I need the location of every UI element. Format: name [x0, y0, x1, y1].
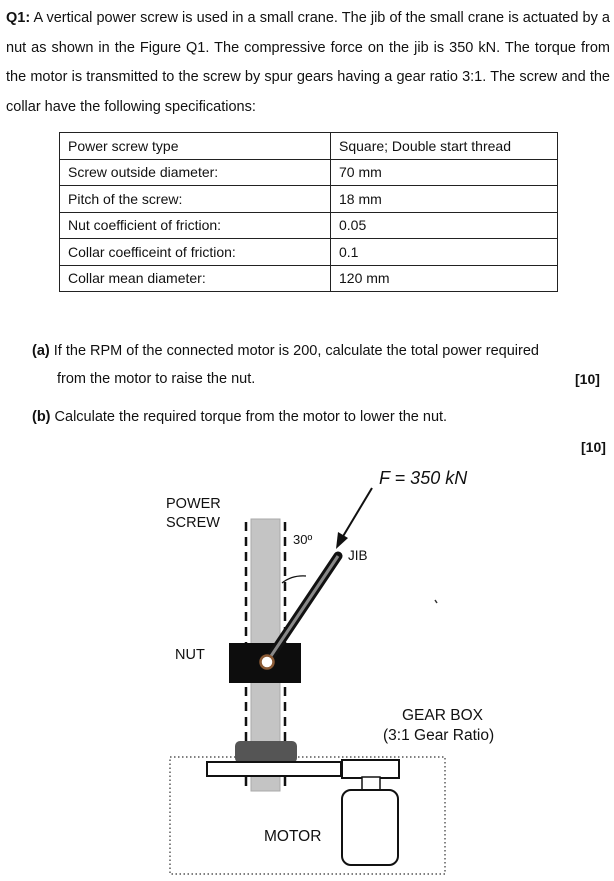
spec-value: 0.1 [331, 239, 558, 266]
part-b-label: (b) [32, 409, 51, 425]
motor-gear [342, 760, 399, 778]
nut-label: NUT [175, 647, 205, 663]
spec-label: Power screw type [60, 133, 331, 160]
spec-value: 120 mm [331, 265, 558, 292]
force-arrow-line [342, 488, 372, 538]
part-b-text: Calculate the required torque from the motor to lower the nut. [54, 409, 448, 425]
spec-value: 0.05 [331, 212, 558, 239]
motor-body [342, 790, 398, 865]
motor-label: MOTOR [264, 828, 322, 845]
screw-gear [207, 762, 341, 776]
jib-label: JIB [348, 548, 368, 563]
angle-arc [282, 576, 306, 583]
spec-value: 18 mm [331, 186, 558, 213]
part-a-text-2: from the motor to raise the nut. [57, 371, 256, 387]
gear-box-label-1: GEAR BOX [402, 707, 483, 724]
motor-shaft [362, 777, 380, 791]
spec-label: Nut coefficient of friction: [60, 212, 331, 239]
question-text: A vertical power screw is used in a small crane. The jib of the small crane is actuated by a nut as shown in the Figure Q1. The compressive force on the jib is 350 kN. The torque from the motor is transmitted to the screw by spur gears having a gear ratio 3:1. The screw and the collar have the following specifications: [6, 10, 610, 115]
spec-label: Screw outside diameter: [60, 159, 331, 186]
question-number: Q1: [6, 10, 31, 26]
force-arrow-head [336, 532, 348, 549]
spec-label: Collar mean diameter: [60, 265, 331, 292]
collar [235, 741, 297, 763]
angle-label: 30º [293, 532, 313, 547]
part-a-marks: [10] [575, 371, 600, 387]
part-b-marks: [10] [581, 439, 606, 455]
part-a-label: (a) [32, 343, 50, 359]
power-screw-label-2: SCREW [166, 515, 220, 531]
stray-mark [435, 600, 437, 603]
gear-box-label-2: (3:1 Gear Ratio) [383, 727, 495, 744]
power-screw-label-1: POWER [166, 496, 221, 512]
nut-pin [261, 656, 274, 669]
spec-value: 70 mm [331, 159, 558, 186]
part-a-text-1: If the RPM of the connected motor is 200, calculate the total power required [53, 343, 539, 359]
spec-value: Square; Double start thread [331, 133, 558, 160]
spec-label: Collar coefficeint of friction: [60, 239, 331, 266]
spec-label: Pitch of the screw: [60, 186, 331, 213]
force-label: F = 350 kN [379, 468, 468, 488]
